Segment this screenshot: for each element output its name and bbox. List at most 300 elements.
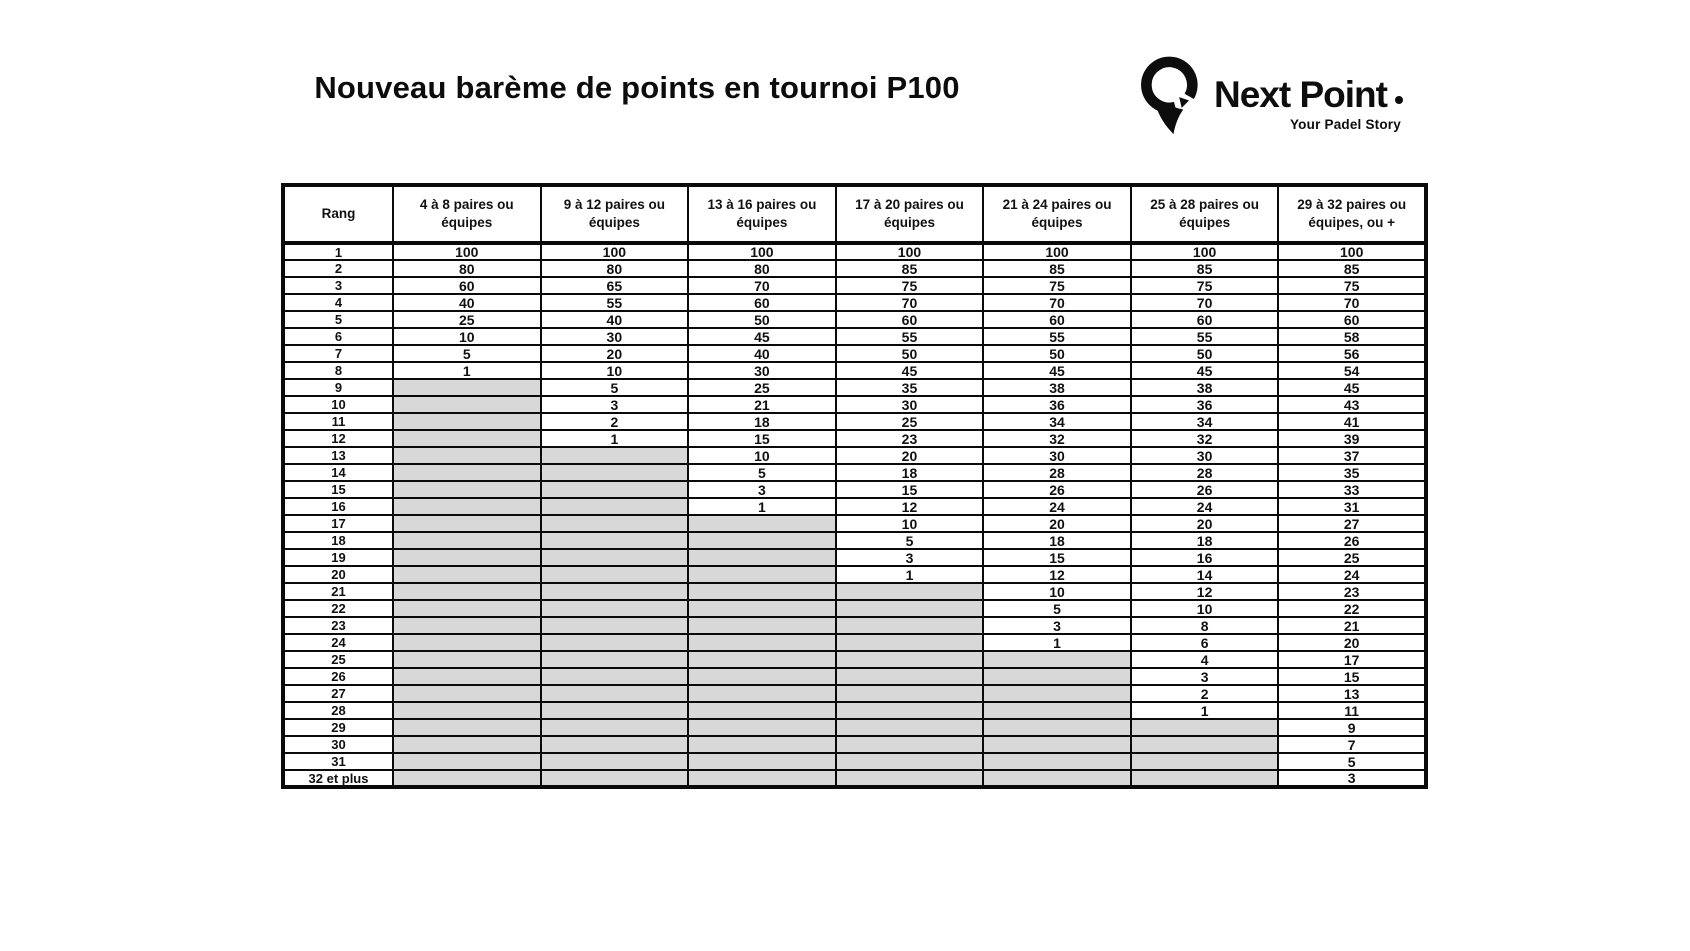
points-cell: 39 — [1278, 430, 1426, 447]
table-row — [283, 719, 1426, 736]
points-cell — [541, 753, 689, 770]
points-cell: 100 — [541, 243, 689, 260]
points-cell: 70 — [688, 277, 836, 294]
points-cell: 23 — [1278, 583, 1426, 600]
points-cell: 30 — [836, 396, 984, 413]
brand-name: Next Point — [1214, 74, 1387, 115]
points-cell — [541, 549, 689, 566]
rank-cell: 14 — [283, 464, 393, 481]
points-cell: 56 — [1278, 345, 1426, 362]
points-cell: 1 — [836, 566, 984, 583]
points-cell: 26 — [1278, 532, 1426, 549]
points-cell — [393, 702, 541, 719]
points-cell: 15 — [836, 481, 984, 498]
points-cell: 3 — [1278, 770, 1426, 787]
points-cell: 60 — [1131, 311, 1279, 328]
points-cell: 30 — [983, 447, 1131, 464]
points-cell: 32 — [1131, 430, 1279, 447]
rank-cell: 10 — [283, 396, 393, 413]
points-cell: 36 — [983, 396, 1131, 413]
points-cell: 60 — [836, 311, 984, 328]
points-cell: 55 — [836, 328, 984, 345]
points-cell — [836, 736, 984, 753]
points-cell: 70 — [836, 294, 984, 311]
table-row — [283, 532, 1426, 549]
rank-cell: 3 — [283, 277, 393, 294]
points-cell — [393, 396, 541, 413]
points-cell — [393, 685, 541, 702]
table-row — [283, 362, 1426, 379]
points-cell: 20 — [1278, 634, 1426, 651]
page-title: Nouveau barème de points en tournoi P100 — [314, 70, 960, 105]
table-row — [283, 464, 1426, 481]
points-cell — [688, 532, 836, 549]
points-cell: 5 — [836, 532, 984, 549]
points-cell — [393, 600, 541, 617]
ball-dot-icon — [1395, 96, 1403, 104]
points-cell: 2 — [1131, 685, 1279, 702]
points-cell — [393, 481, 541, 498]
table-row — [283, 634, 1426, 651]
rank-cell: 26 — [283, 668, 393, 685]
points-cell — [688, 566, 836, 583]
points-cell — [983, 736, 1131, 753]
points-cell: 60 — [983, 311, 1131, 328]
points-cell — [393, 532, 541, 549]
points-cell — [688, 702, 836, 719]
points-cell: 38 — [983, 379, 1131, 396]
points-cell — [1131, 753, 1279, 770]
points-cell: 3 — [836, 549, 984, 566]
points-cell: 54 — [1278, 362, 1426, 379]
rank-cell: 30 — [283, 736, 393, 753]
points-cell — [393, 379, 541, 396]
points-cell: 100 — [1131, 243, 1279, 260]
points-cell — [393, 634, 541, 651]
points-cell: 20 — [836, 447, 984, 464]
table-row — [283, 413, 1426, 430]
points-cell — [393, 753, 541, 770]
points-cell: 34 — [1131, 413, 1279, 430]
points-cell: 35 — [1278, 464, 1426, 481]
points-cell — [393, 770, 541, 787]
table-row — [283, 515, 1426, 532]
points-cell: 20 — [1131, 515, 1279, 532]
rank-cell: 9 — [283, 379, 393, 396]
points-cell: 8 — [1131, 617, 1279, 634]
points-cell — [688, 583, 836, 600]
points-table-body — [283, 243, 1426, 787]
points-cell: 31 — [1278, 498, 1426, 515]
table-row — [283, 736, 1426, 753]
points-cell: 80 — [541, 260, 689, 277]
brand-text-block — [1214, 74, 1403, 132]
points-cell: 5 — [983, 600, 1131, 617]
points-cell — [836, 668, 984, 685]
points-cell: 18 — [1131, 532, 1279, 549]
rank-cell: 7 — [283, 345, 393, 362]
points-cell: 100 — [1278, 243, 1426, 260]
points-cell: 10 — [1131, 600, 1279, 617]
points-cell: 13 — [1278, 685, 1426, 702]
points-cell: 30 — [541, 328, 689, 345]
column-header-4: 21 à 24 paires ou équipes — [983, 185, 1131, 243]
points-cell: 18 — [688, 413, 836, 430]
points-cell: 26 — [1131, 481, 1279, 498]
rank-cell: 2 — [283, 260, 393, 277]
points-cell: 36 — [1131, 396, 1279, 413]
points-cell: 80 — [688, 260, 836, 277]
points-cell — [541, 685, 689, 702]
points-cell — [836, 770, 984, 787]
points-cell: 5 — [393, 345, 541, 362]
points-cell: 70 — [1131, 294, 1279, 311]
points-cell: 5 — [688, 464, 836, 481]
points-cell: 6 — [1131, 634, 1279, 651]
points-cell — [983, 770, 1131, 787]
points-cell: 60 — [688, 294, 836, 311]
points-cell: 1 — [541, 430, 689, 447]
points-cell: 15 — [688, 430, 836, 447]
points-cell: 33 — [1278, 481, 1426, 498]
points-cell — [393, 430, 541, 447]
points-cell: 75 — [983, 277, 1131, 294]
points-cell: 45 — [688, 328, 836, 345]
points-cell: 45 — [1131, 362, 1279, 379]
points-cell: 28 — [1131, 464, 1279, 481]
rank-cell: 13 — [283, 447, 393, 464]
table-row — [283, 566, 1426, 583]
points-cell: 55 — [1131, 328, 1279, 345]
points-cell — [688, 651, 836, 668]
points-cell — [983, 753, 1131, 770]
points-cell — [393, 566, 541, 583]
rank-cell: 8 — [283, 362, 393, 379]
points-cell — [836, 719, 984, 736]
points-cell — [541, 702, 689, 719]
points-cell — [541, 515, 689, 532]
rank-cell: 27 — [283, 685, 393, 702]
points-cell — [541, 532, 689, 549]
points-cell — [393, 668, 541, 685]
points-cell: 25 — [1278, 549, 1426, 566]
points-cell: 30 — [1131, 447, 1279, 464]
points-cell — [541, 600, 689, 617]
points-cell: 40 — [541, 311, 689, 328]
table-row — [283, 345, 1426, 362]
points-cell: 3 — [688, 481, 836, 498]
points-cell: 28 — [983, 464, 1131, 481]
points-cell — [393, 498, 541, 515]
points-cell: 38 — [1131, 379, 1279, 396]
points-table — [281, 183, 1428, 789]
points-cell: 3 — [983, 617, 1131, 634]
points-cell — [688, 770, 836, 787]
points-cell — [541, 498, 689, 515]
points-cell: 85 — [1278, 260, 1426, 277]
points-cell — [393, 583, 541, 600]
table-row — [283, 396, 1426, 413]
points-cell — [836, 583, 984, 600]
rank-cell: 12 — [283, 430, 393, 447]
rank-cell: 29 — [283, 719, 393, 736]
points-cell — [688, 515, 836, 532]
points-cell: 1 — [1131, 702, 1279, 719]
points-cell — [1131, 719, 1279, 736]
rank-cell: 16 — [283, 498, 393, 515]
points-cell: 17 — [1278, 651, 1426, 668]
points-cell — [688, 549, 836, 566]
points-cell — [836, 753, 984, 770]
column-header-3: 17 à 20 paires ou équipes — [836, 185, 984, 243]
points-cell: 12 — [1131, 583, 1279, 600]
points-cell — [983, 719, 1131, 736]
points-cell: 40 — [688, 345, 836, 362]
points-cell — [836, 702, 984, 719]
points-cell: 24 — [983, 498, 1131, 515]
points-cell — [393, 736, 541, 753]
points-cell: 3 — [541, 396, 689, 413]
points-cell — [393, 413, 541, 430]
points-cell: 1 — [688, 498, 836, 515]
points-cell — [541, 447, 689, 464]
column-header-6: 29 à 32 paires ou équipes, ou + — [1278, 185, 1426, 243]
points-cell: 26 — [983, 481, 1131, 498]
points-cell: 50 — [836, 345, 984, 362]
points-cell: 34 — [983, 413, 1131, 430]
points-cell — [688, 617, 836, 634]
points-cell — [541, 583, 689, 600]
points-cell: 10 — [688, 447, 836, 464]
points-cell: 50 — [983, 345, 1131, 362]
points-cell: 45 — [1278, 379, 1426, 396]
column-header-1: 9 à 12 paires ou équipes — [541, 185, 689, 243]
table-row — [283, 311, 1426, 328]
points-cell: 21 — [688, 396, 836, 413]
rank-cell: 22 — [283, 600, 393, 617]
points-cell: 27 — [1278, 515, 1426, 532]
table-row — [283, 617, 1426, 634]
points-cell: 10 — [983, 583, 1131, 600]
brand-logo — [1130, 50, 1403, 146]
points-cell: 20 — [983, 515, 1131, 532]
points-cell: 23 — [836, 430, 984, 447]
points-cell: 25 — [393, 311, 541, 328]
points-cell: 32 — [983, 430, 1131, 447]
points-cell — [836, 634, 984, 651]
points-cell — [541, 668, 689, 685]
points-cell: 85 — [1131, 260, 1279, 277]
rank-cell: 17 — [283, 515, 393, 532]
points-cell — [1131, 736, 1279, 753]
points-cell: 10 — [541, 362, 689, 379]
table-row — [283, 702, 1426, 719]
points-cell: 3 — [1131, 668, 1279, 685]
points-cell: 70 — [1278, 294, 1426, 311]
points-cell: 75 — [1278, 277, 1426, 294]
points-cell: 10 — [393, 328, 541, 345]
points-cell — [541, 464, 689, 481]
points-cell — [688, 719, 836, 736]
points-cell: 60 — [1278, 311, 1426, 328]
points-cell: 70 — [983, 294, 1131, 311]
rank-cell: 31 — [283, 753, 393, 770]
rank-cell: 21 — [283, 583, 393, 600]
points-cell: 43 — [1278, 396, 1426, 413]
rank-cell: 4 — [283, 294, 393, 311]
points-cell: 30 — [688, 362, 836, 379]
table-row — [283, 549, 1426, 566]
points-cell: 4 — [1131, 651, 1279, 668]
points-cell — [836, 600, 984, 617]
points-cell: 14 — [1131, 566, 1279, 583]
points-cell: 41 — [1278, 413, 1426, 430]
points-cell: 7 — [1278, 736, 1426, 753]
points-cell: 11 — [1278, 702, 1426, 719]
column-header-5: 25 à 28 paires ou équipes — [1131, 185, 1279, 243]
rank-cell: 1 — [283, 243, 393, 260]
points-cell — [393, 617, 541, 634]
padel-pin-icon — [1130, 50, 1212, 146]
points-cell — [393, 719, 541, 736]
points-cell — [393, 515, 541, 532]
points-cell: 12 — [983, 566, 1131, 583]
table-row — [283, 583, 1426, 600]
points-cell: 85 — [983, 260, 1131, 277]
points-cell: 65 — [541, 277, 689, 294]
points-cell: 58 — [1278, 328, 1426, 345]
points-cell — [983, 651, 1131, 668]
table-row — [283, 328, 1426, 345]
points-cell: 9 — [1278, 719, 1426, 736]
points-cell: 35 — [836, 379, 984, 396]
points-cell: 18 — [983, 532, 1131, 549]
points-cell: 45 — [836, 362, 984, 379]
table-row — [283, 447, 1426, 464]
points-cell — [393, 549, 541, 566]
table-row — [283, 770, 1426, 787]
rank-cell: 24 — [283, 634, 393, 651]
points-cell: 16 — [1131, 549, 1279, 566]
rank-cell: 23 — [283, 617, 393, 634]
points-cell — [688, 753, 836, 770]
points-cell: 100 — [393, 243, 541, 260]
rank-cell: 15 — [283, 481, 393, 498]
brand-tagline: Your Padel Story — [1289, 117, 1401, 132]
points-cell: 1 — [983, 634, 1131, 651]
points-cell — [393, 651, 541, 668]
points-cell: 24 — [1131, 498, 1279, 515]
points-cell: 85 — [836, 260, 984, 277]
rank-header: Rang — [283, 185, 393, 243]
points-cell: 10 — [836, 515, 984, 532]
column-header-2: 13 à 16 paires ou équipes — [688, 185, 836, 243]
header-row — [283, 185, 1426, 243]
points-cell: 2 — [541, 413, 689, 430]
rank-cell: 20 — [283, 566, 393, 583]
points-cell: 25 — [688, 379, 836, 396]
rank-cell: 6 — [283, 328, 393, 345]
points-cell: 22 — [1278, 600, 1426, 617]
points-cell: 55 — [983, 328, 1131, 345]
points-cell — [393, 447, 541, 464]
table-row — [283, 498, 1426, 515]
points-cell — [983, 668, 1131, 685]
table-row — [283, 294, 1426, 311]
rank-cell: 11 — [283, 413, 393, 430]
table-row — [283, 651, 1426, 668]
points-cell: 80 — [393, 260, 541, 277]
points-cell — [688, 736, 836, 753]
points-cell — [688, 600, 836, 617]
points-cell — [836, 651, 984, 668]
table-row — [283, 379, 1426, 396]
points-cell — [541, 651, 689, 668]
rank-cell: 19 — [283, 549, 393, 566]
points-cell — [836, 685, 984, 702]
points-cell — [541, 617, 689, 634]
points-cell: 75 — [1131, 277, 1279, 294]
points-cell: 18 — [836, 464, 984, 481]
points-cell — [836, 617, 984, 634]
table-row — [283, 481, 1426, 498]
points-cell: 37 — [1278, 447, 1426, 464]
rank-cell: 32 et plus — [283, 770, 393, 787]
points-cell: 100 — [836, 243, 984, 260]
table-row — [283, 685, 1426, 702]
rank-cell: 28 — [283, 702, 393, 719]
points-cell — [541, 736, 689, 753]
points-table-header — [283, 185, 1426, 243]
points-cell — [1131, 770, 1279, 787]
rank-cell: 18 — [283, 532, 393, 549]
table-row — [283, 260, 1426, 277]
points-cell: 12 — [836, 498, 984, 515]
table-row — [283, 430, 1426, 447]
points-cell: 55 — [541, 294, 689, 311]
points-cell: 50 — [1131, 345, 1279, 362]
points-cell: 100 — [983, 243, 1131, 260]
points-cell: 5 — [1278, 753, 1426, 770]
points-cell: 40 — [393, 294, 541, 311]
points-cell — [541, 566, 689, 583]
points-cell — [541, 481, 689, 498]
points-cell: 15 — [1278, 668, 1426, 685]
table-row — [283, 668, 1426, 685]
rank-cell: 25 — [283, 651, 393, 668]
points-cell — [688, 634, 836, 651]
points-cell: 75 — [836, 277, 984, 294]
points-cell — [541, 634, 689, 651]
points-cell — [688, 668, 836, 685]
table-row — [283, 277, 1426, 294]
table-row — [283, 753, 1426, 770]
points-cell — [393, 464, 541, 481]
column-header-0: 4 à 8 paires ou équipes — [393, 185, 541, 243]
points-cell — [541, 770, 689, 787]
points-table-wrapper — [281, 183, 1428, 789]
points-cell: 50 — [688, 311, 836, 328]
rank-cell: 5 — [283, 311, 393, 328]
points-cell: 15 — [983, 549, 1131, 566]
points-cell — [541, 719, 689, 736]
points-cell: 20 — [541, 345, 689, 362]
points-cell: 25 — [836, 413, 984, 430]
points-cell: 45 — [983, 362, 1131, 379]
points-cell: 100 — [688, 243, 836, 260]
points-cell: 60 — [393, 277, 541, 294]
points-cell: 1 — [393, 362, 541, 379]
